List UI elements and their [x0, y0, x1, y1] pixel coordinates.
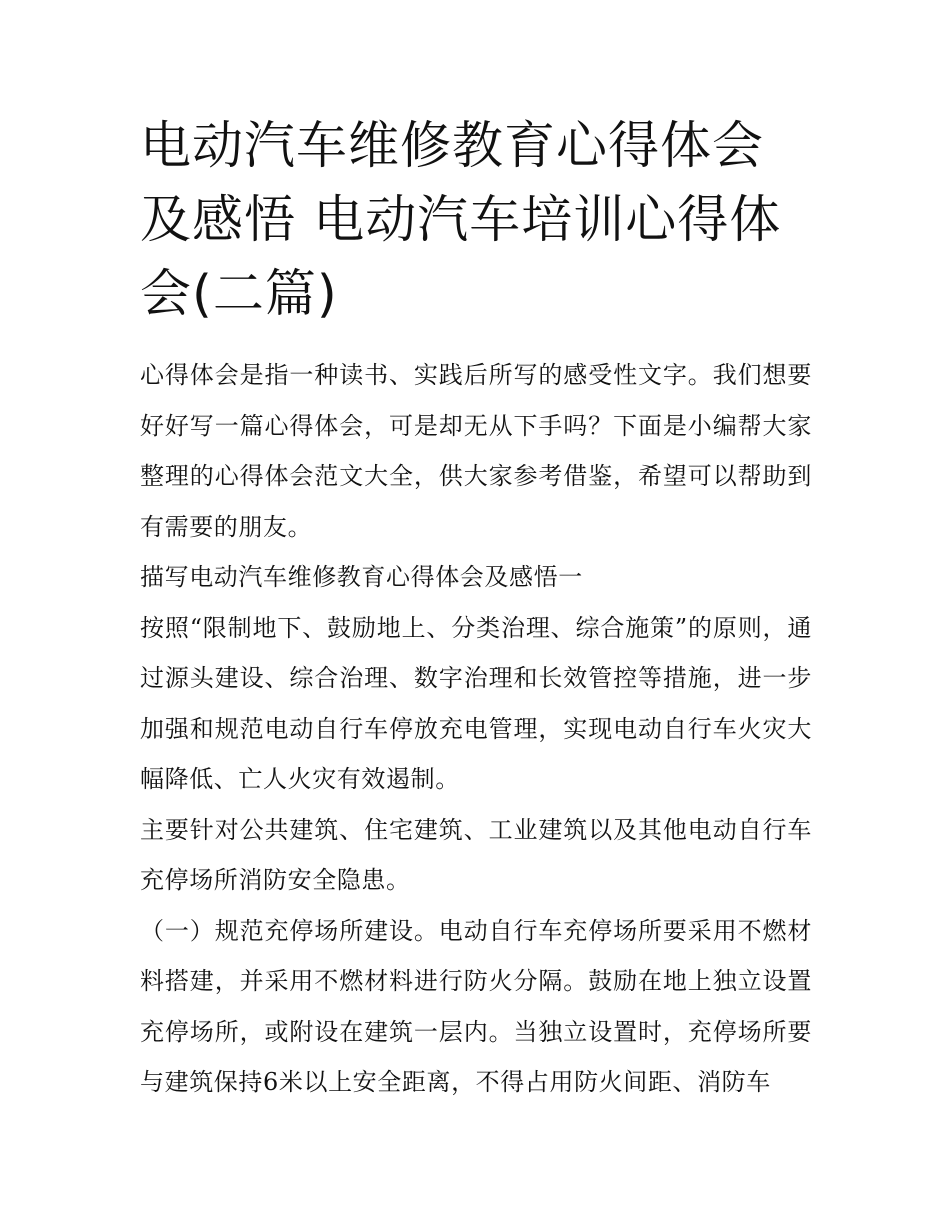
- document-title: 电动汽车维修教育心得体会及感悟 电动汽车培训心得体会(二篇): [140, 117, 782, 324]
- document-page: [140, 110, 812, 1108]
- measure-paragraph-1: （一）规范充停场所建设。电动自行车充停场所要采用不燃材料搭建，并采用不燃材料进行防火分隔。鼓励在地上独立设置充停场所，或附设在建筑一层内。当独立设置时，充停场所要与建筑保持6米以上安全距离，不得占用防火间距、消防车: [140, 916, 812, 1096]
- section-heading: 描写电动汽车维修教育心得体会及感悟一: [140, 563, 583, 591]
- intro-paragraph: 心得体会是指一种读书、实践后所写的感受性文字。我们想要好好写一篇心得体会，可是却无从下手吗？下面是小编帮大家整理的心得体会范文大全，供大家参考借鉴，希望可以帮助到有需要的朋友。: [140, 361, 812, 541]
- scope-paragraph: 主要针对公共建筑、住宅建筑、工业建筑以及其他电动自行车充停场所消防安全隐患。: [140, 815, 812, 894]
- principle-paragraph: 按照“限制地下、鼓励地上、分类治理、综合施策”的原则，通过源头建设、综合治理、数字治理和长效管控等措施，进一步加强和规范电动自行车停放充电管理，实现电动自行车火灾大幅降低、亡人火灾有效遏制。: [140, 613, 812, 793]
